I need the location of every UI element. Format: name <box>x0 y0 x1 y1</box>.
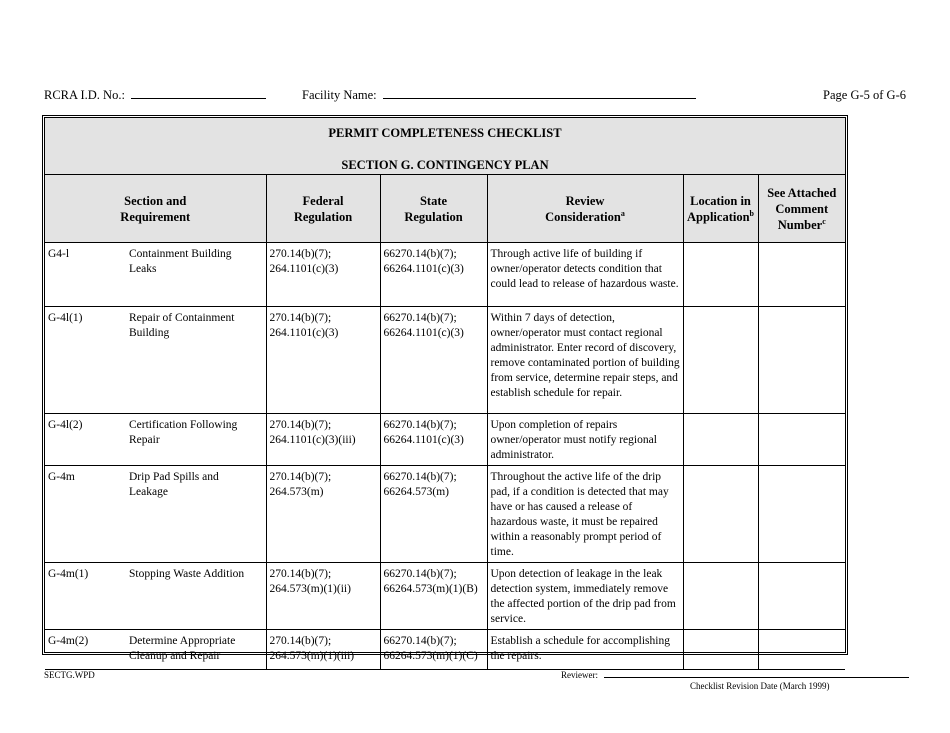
comment-number-cell[interactable] <box>758 630 845 670</box>
page-number: Page G-5 of G-6 <box>823 88 906 102</box>
facility-name-blank[interactable] <box>383 88 696 99</box>
file-name: SECTG.WPD <box>44 670 95 680</box>
checklist-table <box>45 175 845 670</box>
footnote-c: c <box>822 216 826 226</box>
table-row <box>45 307 845 414</box>
federal-regulation: 270.14(b)(7); 264.573(m)(1)(ii) <box>266 563 380 630</box>
federal-regulation: 270.14(b)(7); 264.1101(c)(3)(iii) <box>266 414 380 466</box>
col-header-location-in-application: Location in Application$^b$ <box>683 175 758 243</box>
requirement: Stopping Waste Addition <box>125 563 266 630</box>
federal-regulation: 270.14(b)(7); 264.573(m)(1)(iii) <box>266 630 380 670</box>
reviewer-field <box>561 670 909 680</box>
requirement: Drip Pad Spills and Leakage <box>125 466 266 563</box>
comment-number-cell[interactable] <box>758 414 845 466</box>
section-number: G-4l(2) <box>45 414 125 466</box>
comment-number-cell[interactable] <box>758 307 845 414</box>
table-row <box>45 466 845 563</box>
checklist-title: PERMIT COMPLETENESS CHECKLIST <box>328 126 562 140</box>
col-header-state-regulation: State Regulation <box>380 175 487 243</box>
state-regulation: 66270.14(b)(7); 66264.1101(c)(3) <box>380 243 487 307</box>
checklist-title-band <box>45 118 845 175</box>
table-row <box>45 630 845 670</box>
comment-number-cell[interactable] <box>758 563 845 630</box>
checklist-table-frame <box>42 115 848 662</box>
location-in-application-cell[interactable] <box>683 243 758 307</box>
section-number: G-4m(1) <box>45 563 125 630</box>
rcra-id-label: RCRA I.D. No.: <box>44 88 125 102</box>
rcra-id-blank[interactable] <box>131 88 266 99</box>
revision-date: Checklist Revision Date (March 1999) <box>690 681 830 691</box>
requirement: Determine Appropriate Cleanup and Repair <box>125 630 266 670</box>
col-header-review-consideration: Review Consideration$^a$ <box>487 175 683 243</box>
comment-number-cell[interactable] <box>758 466 845 563</box>
rcra-id-field <box>44 88 266 103</box>
review-consideration: Through active life of building if owner/operator detects condition that could lead to release of hazardous waste. <box>487 243 683 307</box>
comment-number-cell[interactable] <box>758 243 845 307</box>
state-regulation: 66270.14(b)(7); 66264.573(m) <box>380 466 487 563</box>
federal-regulation: 270.14(b)(7); 264.1101(c)(3) <box>266 307 380 414</box>
section-number: G-4l(1) <box>45 307 125 414</box>
table-row <box>45 563 845 630</box>
review-consideration: Throughout the active life of the drip pad, if a condition is detected that may have or has caused a release of hazardous waste, it must be repaired within a reasonably prompt period of time. <box>487 466 683 563</box>
review-consideration: Upon detection of leakage in the leak detection system, immediately remove the affected portion of the drip pad from service. <box>487 563 683 630</box>
col-header-comment-number: See Attached Comment Number$^c$ <box>758 175 845 243</box>
facility-name-field <box>302 88 696 103</box>
section-title: SECTION G. CONTINGENCY PLAN <box>341 158 549 172</box>
review-consideration: Establish a schedule for accomplishing the repairs. <box>487 630 683 670</box>
state-regulation: 66270.14(b)(7); 66264.1101(c)(3) <box>380 414 487 466</box>
table-header-row <box>45 175 845 243</box>
review-consideration: Upon completion of repairs owner/operator must notify regional administrator. <box>487 414 683 466</box>
requirement: Repair of Containment Building <box>125 307 266 414</box>
review-consideration: Within 7 days of detection, owner/operator must contact regional administrator. Enter record of discovery, remove contaminated portion of building from service, determine repair steps, and establish schedule for repair. <box>487 307 683 414</box>
federal-regulation: 270.14(b)(7); 264.1101(c)(3) <box>266 243 380 307</box>
footnote-a: a <box>620 208 625 218</box>
table-row <box>45 414 845 466</box>
state-regulation: 66270.14(b)(7); 66264.1101(c)(3) <box>380 307 487 414</box>
table-row <box>45 243 845 307</box>
footnote-b: b <box>749 208 754 218</box>
location-in-application-cell[interactable] <box>683 630 758 670</box>
facility-name-label: Facility Name: <box>302 88 377 102</box>
section-number: G-4m(2) <box>45 630 125 670</box>
state-regulation: 66270.14(b)(7); 66264.573(m)(1)(B) <box>380 563 487 630</box>
location-in-application-cell[interactable] <box>683 563 758 630</box>
requirement: Certification Following Repair <box>125 414 266 466</box>
location-in-application-cell[interactable] <box>683 307 758 414</box>
location-in-application-cell[interactable] <box>683 414 758 466</box>
col-header-section-requirement: Section and Requirement <box>45 175 266 243</box>
location-in-application-cell[interactable] <box>683 466 758 563</box>
state-regulation: 66270.14(b)(7); 66264.573(m)(1)(C) <box>380 630 487 670</box>
section-number: G-4m <box>45 466 125 563</box>
section-number: G4-l <box>45 243 125 307</box>
requirement: Containment Building Leaks <box>125 243 266 307</box>
reviewer-blank[interactable] <box>604 671 909 678</box>
reviewer-label: Reviewer: <box>561 670 598 680</box>
federal-regulation: 270.14(b)(7); 264.573(m) <box>266 466 380 563</box>
col-header-federal-regulation: Federal Regulation <box>266 175 380 243</box>
